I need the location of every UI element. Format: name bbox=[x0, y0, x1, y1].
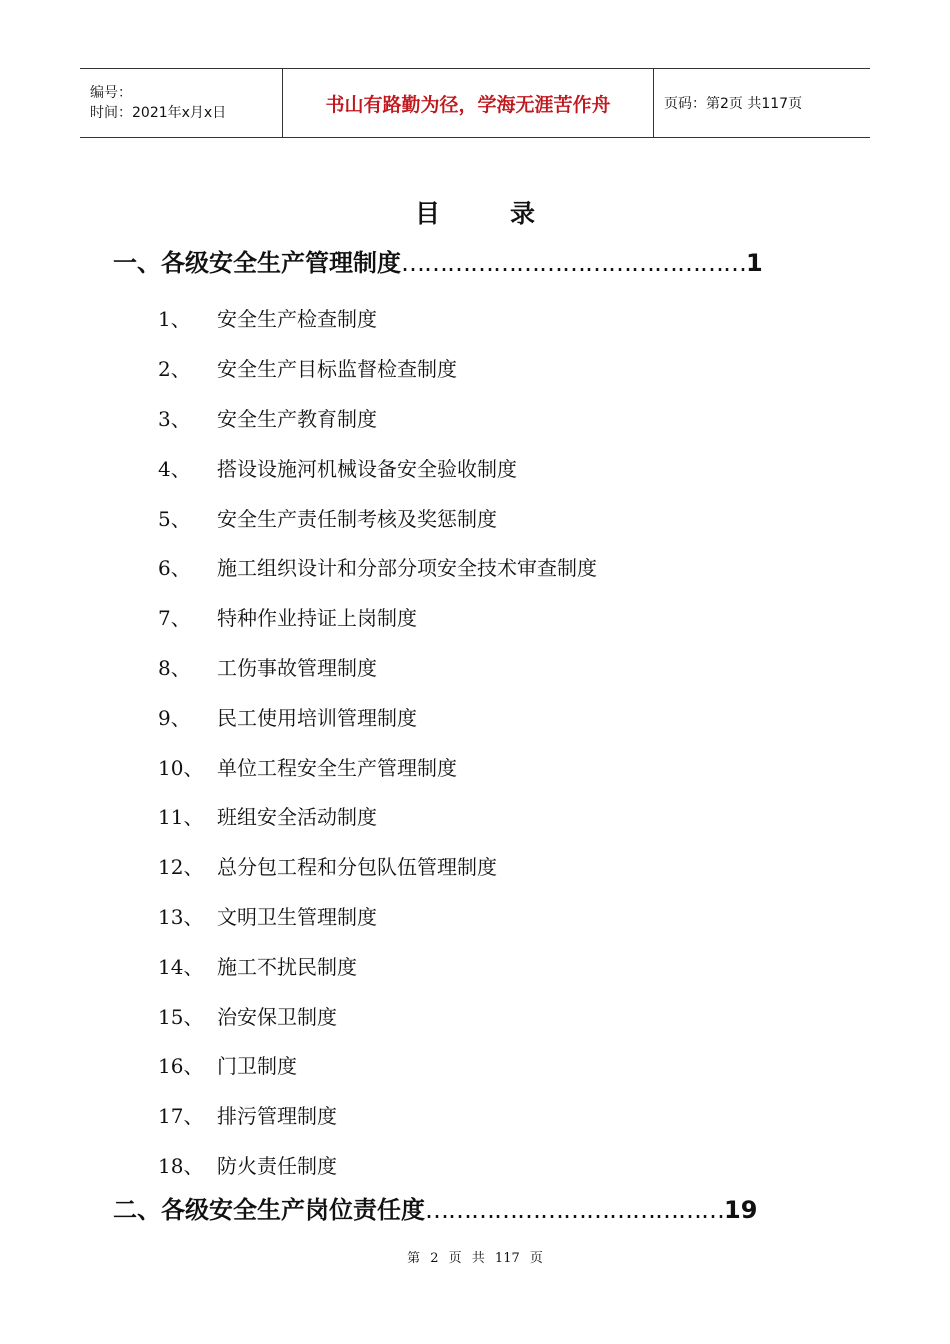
toc-item[interactable] bbox=[158, 940, 597, 990]
toc-section-heading: 二、各级安全生产岗位责任度 bbox=[113, 1196, 425, 1224]
toc-item[interactable] bbox=[158, 1090, 597, 1140]
toc-item-text: 班组安全活动制度 bbox=[217, 805, 377, 830]
toc-item[interactable] bbox=[158, 393, 597, 443]
document-time-label: 时间：2021年x月x日 bbox=[90, 105, 227, 121]
toc-item-number: 15、 bbox=[158, 1004, 204, 1029]
toc-item-text: 排污管理制度 bbox=[217, 1104, 337, 1129]
toc-item-number: 12、 bbox=[158, 855, 204, 880]
header-page-info: 页码：第2页 共117页 bbox=[664, 96, 803, 112]
toc-item-number: 2、 bbox=[158, 357, 191, 382]
toc-item[interactable] bbox=[158, 542, 597, 592]
toc-item-number: 16、 bbox=[158, 1054, 204, 1079]
toc-item[interactable] bbox=[158, 990, 597, 1040]
toc-title: 目录 bbox=[414, 199, 605, 228]
toc-item-list bbox=[158, 293, 597, 1189]
toc-item-text: 门卫制度 bbox=[217, 1054, 297, 1079]
toc-item-text: 安全生产教育制度 bbox=[217, 406, 377, 431]
toc-item[interactable] bbox=[158, 343, 597, 393]
toc-item[interactable] bbox=[158, 1140, 597, 1190]
toc-item[interactable] bbox=[158, 592, 597, 642]
toc-item-text: 安全生产目标监督检查制度 bbox=[217, 357, 457, 382]
toc-item-number: 5、 bbox=[158, 506, 191, 531]
toc-item-number: 14、 bbox=[158, 954, 204, 979]
toc-item-number: 18、 bbox=[158, 1153, 204, 1178]
page-header bbox=[80, 68, 870, 138]
document-number-label: 编号： bbox=[90, 85, 132, 101]
toc-leader-dots: ………………………………… bbox=[425, 1196, 724, 1224]
toc-section-2[interactable] bbox=[113, 1190, 757, 1225]
toc-item-number: 8、 bbox=[158, 655, 191, 680]
toc-item[interactable] bbox=[158, 642, 597, 692]
toc-item-number: 10、 bbox=[158, 755, 204, 780]
toc-item-number: 13、 bbox=[158, 904, 204, 929]
toc-section-heading: 一、各级安全生产管理制度 bbox=[113, 249, 401, 277]
toc-item-number: 9、 bbox=[158, 705, 191, 730]
toc-item-text: 工伤事故管理制度 bbox=[217, 655, 377, 680]
toc-item-text: 施工组织设计和分部分项安全技术审查制度 bbox=[217, 556, 597, 581]
toc-item-text: 总分包工程和分包队伍管理制度 bbox=[217, 855, 497, 880]
toc-item-number: 11、 bbox=[158, 805, 204, 830]
toc-item[interactable] bbox=[158, 741, 597, 791]
toc-item-text: 单位工程安全生产管理制度 bbox=[217, 755, 457, 780]
toc-item-text: 防火责任制度 bbox=[217, 1153, 337, 1178]
toc-item-number: 7、 bbox=[158, 606, 191, 631]
toc-item-text: 施工不扰民制度 bbox=[217, 954, 357, 979]
toc-item-number: 6、 bbox=[158, 556, 191, 581]
toc-item-text: 安全生产检查制度 bbox=[217, 307, 377, 332]
toc-item-number: 1、 bbox=[158, 307, 191, 332]
header-meta bbox=[80, 69, 282, 137]
toc-item-text: 安全生产责任制考核及奖惩制度 bbox=[217, 506, 497, 531]
toc-item-number: 17、 bbox=[158, 1104, 204, 1129]
header-motto: 书山有路勤为径，学海无涯苦作舟 bbox=[282, 69, 654, 137]
toc-item-text: 特种作业持证上岗制度 bbox=[217, 606, 417, 631]
toc-item[interactable] bbox=[158, 691, 597, 741]
toc-item[interactable] bbox=[158, 492, 597, 542]
toc-item-number: 3、 bbox=[158, 406, 191, 431]
toc-item-number: 4、 bbox=[158, 456, 191, 481]
toc-item[interactable] bbox=[158, 293, 597, 343]
toc-item-text: 民工使用培训管理制度 bbox=[217, 705, 417, 730]
toc-leader-dots: ……………………………………… bbox=[401, 249, 746, 277]
toc-section-page: 19 bbox=[724, 1196, 758, 1224]
toc-item-text: 文明卫生管理制度 bbox=[217, 904, 377, 929]
toc-item[interactable] bbox=[158, 791, 597, 841]
page-footer: 第 2 页 共 117 页 bbox=[407, 1251, 543, 1266]
toc-section-page: 1 bbox=[746, 249, 763, 277]
toc-item[interactable] bbox=[158, 442, 597, 492]
toc-item[interactable] bbox=[158, 891, 597, 941]
toc-section-1[interactable] bbox=[113, 243, 763, 278]
toc-item-text: 治安保卫制度 bbox=[217, 1004, 337, 1029]
toc-item[interactable] bbox=[158, 1040, 597, 1090]
toc-item-text: 搭设设施河机械设备安全验收制度 bbox=[217, 456, 517, 481]
toc-item[interactable] bbox=[158, 841, 597, 891]
